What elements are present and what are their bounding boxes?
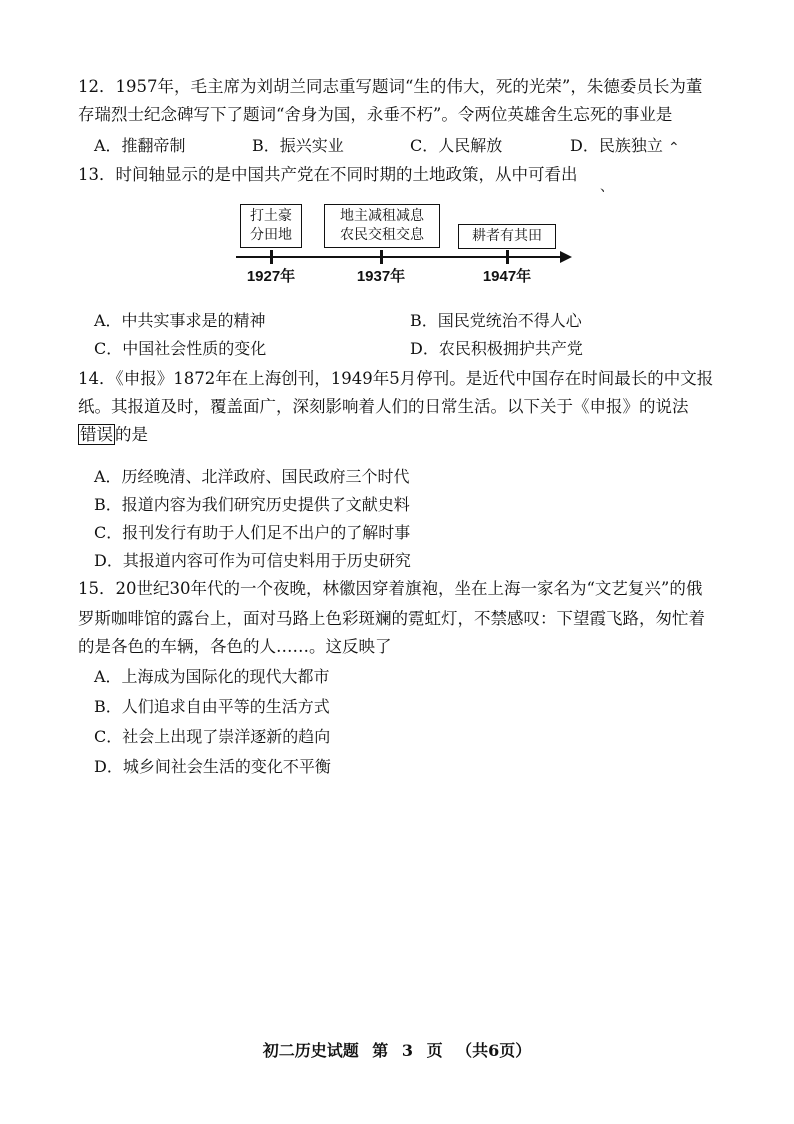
timeline-axis xyxy=(236,256,562,258)
timeline-year-1947: 1947年 xyxy=(482,268,532,285)
footer-total-pages: （共6页） xyxy=(456,1041,532,1060)
footer-subject: 初二历史试题 xyxy=(262,1041,359,1060)
q15-option-c: C．社会上出现了崇洋逐新的趋向 xyxy=(94,727,331,746)
q14-stem-line3-rest: 的是 xyxy=(115,425,148,444)
timeline-policy-1947: 耕者有其田 xyxy=(458,224,556,249)
q13-option-c: C．中国社会性质的变化 xyxy=(94,339,267,358)
q13-option-b: B．国民党统治不得人心 xyxy=(410,311,582,330)
q13-option-d: D．农民积极拥护共产党 xyxy=(410,339,583,358)
q12-option-c: C．人民解放 xyxy=(410,136,503,155)
q14-option-a: A．历经晚清、北洋政府、国民政府三个时代 xyxy=(94,467,410,486)
q14-option-c: C．报刊发行有助于人们足不出户的了解时事 xyxy=(94,523,411,542)
q15-option-d: D．城乡间社会生活的变化不平衡 xyxy=(94,757,331,776)
q14-option-d: D．其报道内容可作为可信史料用于历史研究 xyxy=(94,551,411,570)
q15-option-a: A．上海成为国际化的现代大都市 xyxy=(94,667,330,686)
q15-stem-line2: 罗斯咖啡馆的露台上，面对马路上色彩斑斓的霓虹灯，不禁感叹：下望霞飞路，匆忙着 xyxy=(78,609,705,628)
page-footer xyxy=(0,1040,794,1062)
q14-stem-line2: 纸。其报道及时，覆盖面广，深刻影响着人们的日常生活。以下关于《申报》的说法 xyxy=(78,397,689,416)
q12-stem-line2: 存瑞烈士纪念碑写下了题词“舍身为国，永垂不朽”。令两位英雄舍生忘死的事业是 xyxy=(78,105,673,124)
stray-mark: ⌃ xyxy=(668,140,680,156)
timeline-policy-1937: 地主减租减息 农民交租交息 xyxy=(324,204,440,248)
q15-option-b: B．人们追求自由平等的生活方式 xyxy=(94,697,330,716)
q13-option-a: A．中共实事求是的精神 xyxy=(94,311,266,330)
footer-page-number: 第 3 页 xyxy=(372,1041,443,1060)
q14-emphasis-box: 错误 xyxy=(80,425,113,444)
timeline-year-1927: 1927年 xyxy=(246,268,296,285)
timeline-policy-1927: 打土豪 分田地 xyxy=(240,204,302,248)
timeline-tick-1937 xyxy=(380,250,383,264)
q14-option-b: B．报道内容为我们研究历史提供了文献史料 xyxy=(94,495,410,514)
q12-option-d: D．民族独立 xyxy=(570,136,663,155)
q12-option-b: B．振兴实业 xyxy=(252,136,344,155)
timeline-year-1937: 1937年 xyxy=(356,268,406,285)
q13-stem: 13．时间轴显示的是中国共产党在不同时期的土地政策，从中可看出 xyxy=(78,165,578,184)
timeline-arrow-icon xyxy=(560,251,572,263)
q14-stem-line3 xyxy=(78,424,148,446)
timeline-tick-1927 xyxy=(270,250,273,264)
q14-stem-line1: 14．《申报》1872年在上海创刊，1949年5月停刊。是近代中国存在时间最长的中文报 xyxy=(78,369,714,388)
q12-stem-line1: 12．1957年，毛主席为刘胡兰同志重写题词“生的伟大，死的光荣”，朱德委员长为董 xyxy=(78,77,703,96)
q15-stem-line1: 15．20世纪30年代的一个夜晚，林徽因穿着旗袍，坐在上海一家名为“文艺复兴”的俄 xyxy=(78,579,703,598)
timeline-tick-1947 xyxy=(506,250,509,264)
q12-option-a: A．推翻帝制 xyxy=(94,136,186,155)
q15-stem-line3: 的是各色的车辆，各色的人……。这反映了 xyxy=(78,637,392,656)
stray-mark: 、 xyxy=(600,179,614,195)
